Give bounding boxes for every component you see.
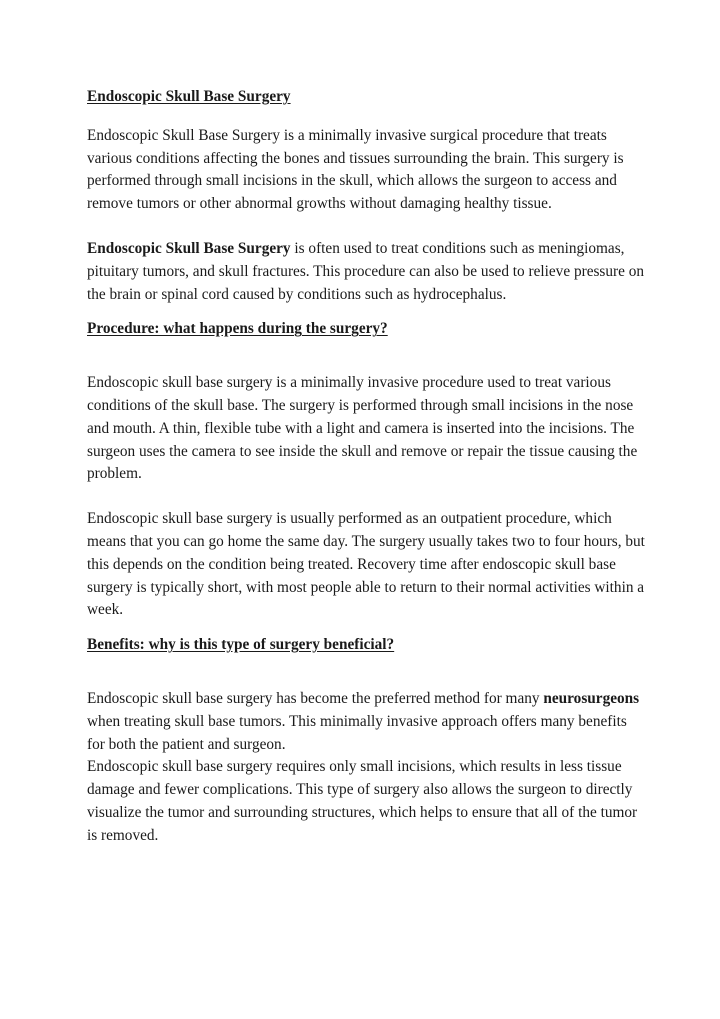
paragraph-benefits-start: Endoscopic skull base surgery has become the preferred method for many [87, 689, 544, 707]
bold-term-neurosurgeons: neurosurgeons [543, 689, 640, 707]
paragraph-conditions [87, 238, 647, 306]
bold-term-endoscopic-skull-base-surgery: Endoscopic Skull Base Surgery [87, 239, 291, 257]
paragraph-benefits-end: when treating skull base tumors. This minimally invasive approach offers many benefits for both the patient and surgeon. [87, 712, 627, 753]
heading-procedure: Procedure: what happens during the surgery? [87, 320, 388, 338]
paragraph-procedure: Endoscopic skull base surgery is a minimally invasive procedure used to treat various conditions of the skull base. The surgery is performed through small incisions in the nose and mouth. A thin, flexible tube with a light and camera is inserted into the incisions. The surgeon uses the camera to see inside the skull and remove or repair the tissue causing the problem. [87, 374, 638, 483]
heading-benefits: Benefits: why is this type of surgery beneficial? [87, 636, 395, 654]
document-page [87, 86, 647, 848]
paragraph-incisions: Endoscopic skull base surgery requires only small incisions, which results in less tissue damage and fewer complications. This type of surgery also allows the surgeon to directly visualize the tumor and surrounding structures, which helps to ensure that all of the tumor is removed. [87, 758, 638, 844]
paragraph-outpatient: Endoscopic skull base surgery is usually performed as an outpatient procedure, which means that you can go home the same day. The surgery usually takes two to four hours, but this depends on the condition being treated. Recovery time after endoscopic skull base surgery is typically short, with most people able to return to their normal activities within a week. [87, 510, 645, 619]
heading-endoscopic-skull-base-surgery: Endoscopic Skull Base Surgery [87, 88, 291, 105]
paragraph-intro: Endoscopic Skull Base Surgery is a minimally invasive surgical procedure that treats various conditions affecting the bones and tissues surrounding the brain. This surgery is performed through small incisions in the skull, which allows the surgeon to access and remove tumors or other abnormal growths without damaging healthy tissue. [87, 126, 624, 213]
paragraph-benefits [87, 688, 647, 756]
paragraph-conditions-text: is often used to treat conditions such as meningiomas, pituitary tumors, and skull fractures. This procedure can also be used to relieve pressure on the brain or spinal cord caused by conditions such as hydrocephalus. [87, 239, 645, 303]
